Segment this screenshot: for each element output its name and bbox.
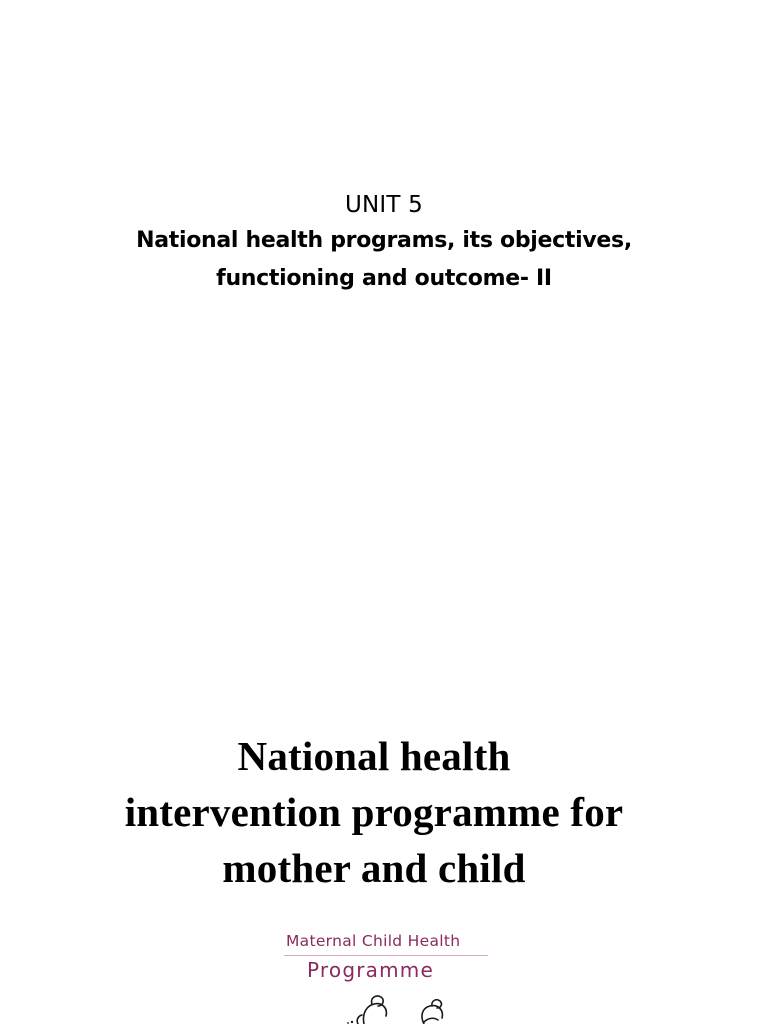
- unit-title-line-2: functioning and outcome- II: [216, 266, 552, 291]
- slide-heading-line-3: mother and child: [222, 845, 526, 891]
- slide-heading-line-1: National health: [237, 733, 511, 779]
- logo-text-line-2: Programme: [307, 958, 434, 982]
- unit-header: [0, 188, 768, 298]
- logo-text-line-1: Maternal Child Health: [286, 932, 461, 950]
- slide-heading: [40, 728, 708, 896]
- unit-title-line-1: National health programs, its objectives,: [136, 228, 632, 253]
- unit-label: UNIT 5: [344, 192, 424, 218]
- slide-heading-line-2: intervention programme for: [124, 789, 624, 835]
- logo-divider: [284, 955, 488, 956]
- programme-logo: [282, 932, 492, 1024]
- mother-child-figures-icon: [312, 992, 462, 1024]
